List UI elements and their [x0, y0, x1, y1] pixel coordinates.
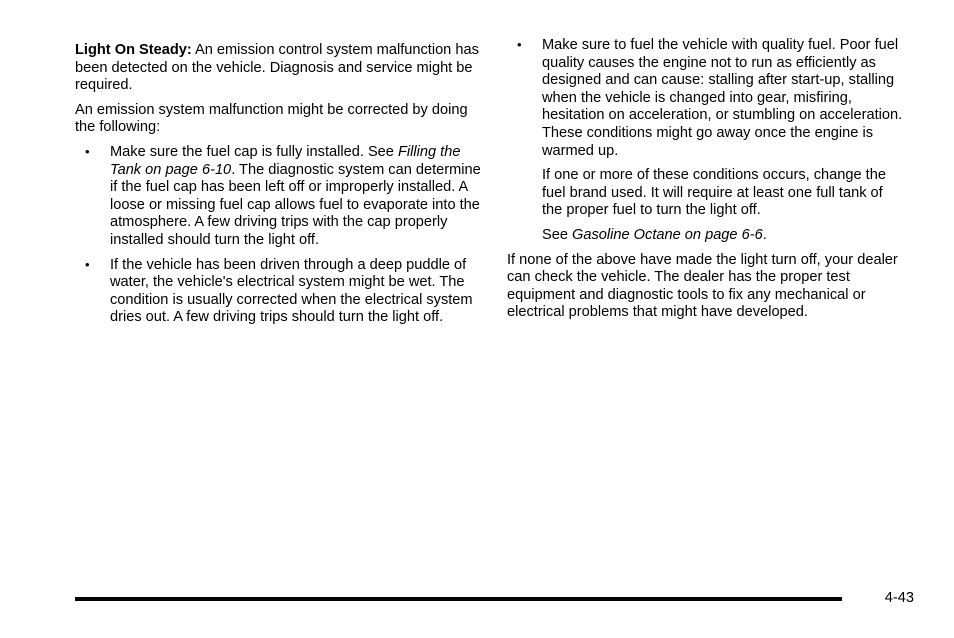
light-on-steady-text: An emission control system malfunction has been detected on the vehicle. Diagnosis and service might be required. [75, 42, 479, 94]
change-brand-paragraph: If one or more of these conditions occurs, change the fuel brand used. It will require at least one full tank of the proper fuel to turn the light off. [542, 167, 886, 219]
list-item-fuel-cap [75, 144, 485, 250]
fuel-cap-text-b: . The diagnostic system can determine if the fuel cap has been left off or improperly installed. A loose or missing fuel cap allows fuel to evaporate into the atmosphere. A few driving trips with the cap properly installed should turn the light off. [110, 161, 481, 248]
list-item-puddle [75, 257, 485, 327]
list-item-quality-fuel [507, 37, 907, 160]
bullet-icon: • [85, 143, 90, 159]
intro-paragraph: An emission system malfunction might be corrected by doing the following: [75, 101, 468, 136]
fuel-cap-text-a: Make sure the fuel cap is fully installed. See [110, 143, 398, 160]
bullet-list-right [507, 37, 907, 160]
quality-fuel-text: Make sure to fuel the vehicle with quality fuel. Poor fuel quality causes the engine not to run as efficiently as designed and can cause: stalling after start-up, stalling when the vehicle is changed into gear, misfiring, hesitation on acceleration, or stumbling on acceleration. These conditions might go away once the engine is warmed up. [542, 37, 903, 159]
bullet-list-left [75, 144, 485, 327]
filling-tank-link[interactable]: Filling the Tank on page 6-10 [110, 143, 461, 178]
gasoline-octane-link[interactable]: Gasoline Octane on page 6-6 [572, 226, 763, 243]
right-column [507, 37, 907, 329]
light-on-steady-label: Light On Steady: [75, 42, 192, 58]
page-number: 4-43 [884, 590, 914, 606]
see-prefix: See [542, 226, 573, 243]
dealer-paragraph: If none of the above have made the light turn off, your dealer can check the vehicle. The dealer has the proper test equipment and diagnostic tools to fix any mechanical or electrical problems that might have developed. [507, 251, 898, 321]
see-octane-paragraph [507, 227, 907, 245]
puddle-text: If the vehicle has been driven through a deep puddle of water, the vehicle's electrical system might be wet. The condition is usually corrected when the electrical system dries out. A few driving trips should turn the light off. [110, 256, 473, 326]
bullet-icon: • [517, 37, 522, 52]
see-suffix: . [762, 226, 767, 243]
light-on-steady-paragraph [75, 42, 485, 95]
left-column [75, 42, 485, 334]
footer-rule [75, 597, 842, 601]
bullet-icon: • [85, 256, 90, 272]
